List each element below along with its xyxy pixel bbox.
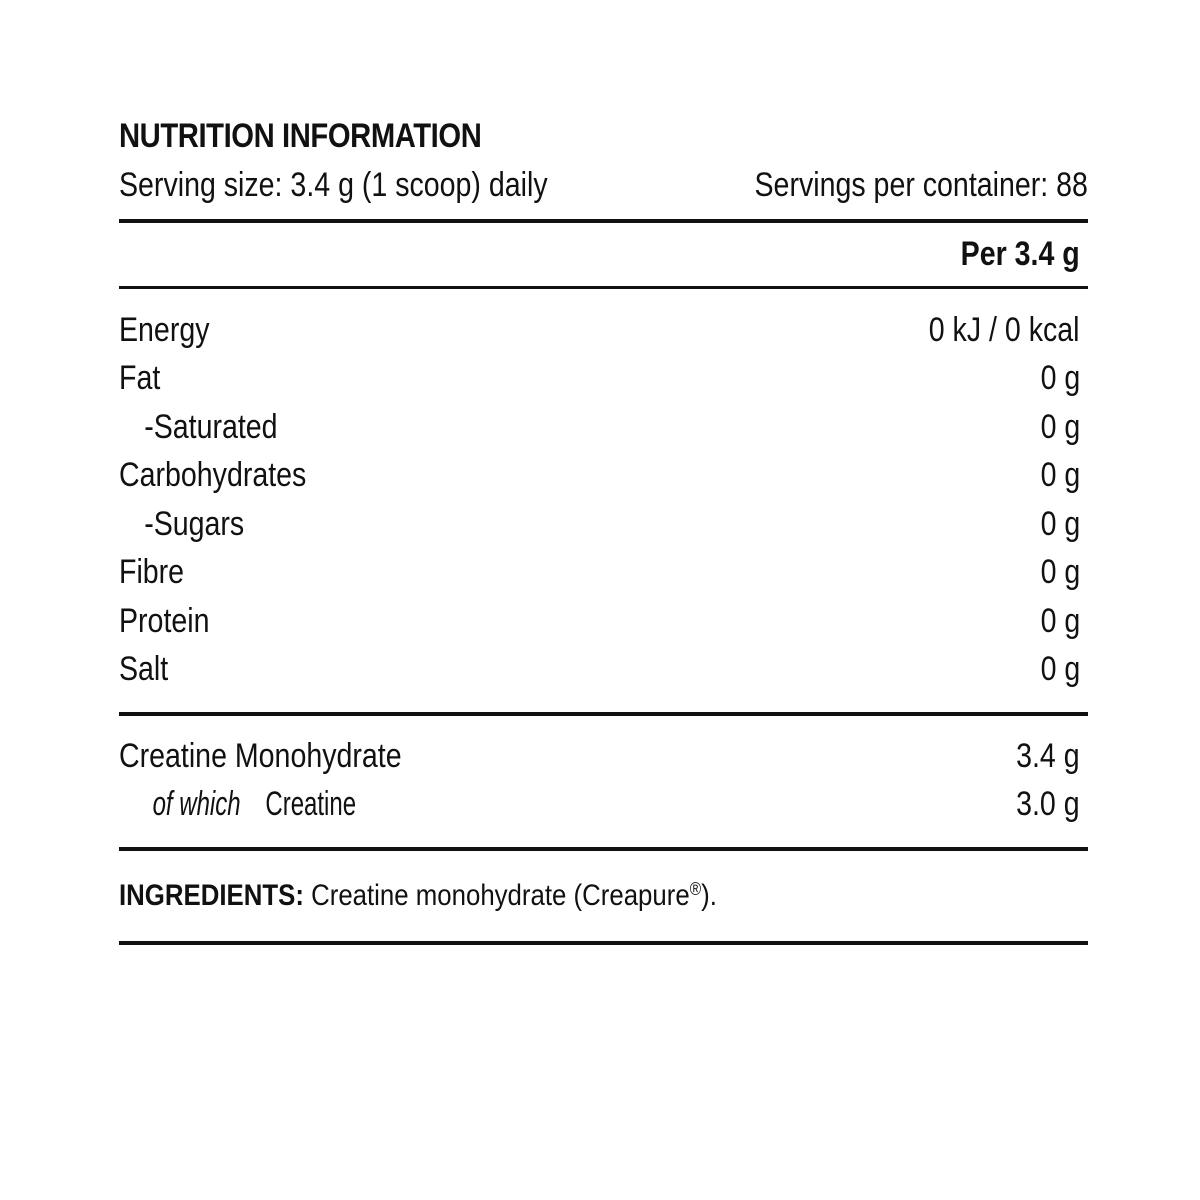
nutrient-row-fibre: [119, 549, 1088, 598]
nutrient-name: -Saturated: [144, 407, 278, 446]
nutrient-value: 0 g: [1040, 407, 1080, 446]
active-row-creatine-monohydrate: [119, 732, 1088, 781]
ingredients-section: [119, 851, 1088, 941]
column-header: Per 3.4 g: [960, 235, 1080, 273]
column-header-row: [119, 223, 1088, 286]
nutrient-value: 0 g: [1040, 359, 1080, 398]
nutrient-row-saturated: [119, 403, 1088, 452]
nutrient-row-protein: [119, 597, 1088, 646]
panel-title: NUTRITION INFORMATION: [119, 117, 482, 155]
nutrient-row-carbohydrates: [119, 452, 1088, 501]
active-name: Creatine: [265, 785, 357, 824]
nutrient-name: Fat: [119, 359, 161, 398]
nutrition-panel: [119, 112, 1088, 945]
nutrient-value: 0 g: [1040, 650, 1080, 689]
servings-per-container: Servings per container: 88: [754, 166, 1088, 204]
nutrient-value: 0 g: [1040, 504, 1080, 543]
active-ingredients-list: [119, 716, 1088, 847]
active-value: 3.0 g: [1016, 785, 1080, 824]
active-name: Creatine Monohydrate: [119, 736, 402, 775]
ingredients-line: [119, 879, 717, 913]
nutrient-name: Salt: [119, 650, 169, 689]
ingredients-label: INGREDIENTS:: [119, 879, 304, 912]
serving-size: Serving size: 3.4 g (1 scoop) daily: [119, 166, 548, 204]
registered-mark: ®: [689, 879, 702, 899]
nutrient-name: Carbohydrates: [119, 456, 307, 495]
nutrient-value: 0 g: [1040, 553, 1080, 592]
active-name-group: [119, 785, 365, 824]
nutrient-row-salt: [119, 646, 1088, 695]
nutrient-list: [119, 289, 1088, 712]
active-prefix: of which: [152, 785, 241, 824]
ingredients-suffix: ).: [701, 879, 717, 912]
nutrient-value: 0 g: [1040, 601, 1080, 640]
nutrient-value: 0 g: [1040, 456, 1080, 495]
ingredients-text: Creatine monohydrate (Creapure: [311, 879, 690, 912]
nutrient-name: -Sugars: [144, 504, 245, 543]
nutrient-value: 0 kJ / 0 kcal: [929, 310, 1080, 349]
nutrient-row-sugars: [119, 500, 1088, 549]
nutrient-name: Energy: [119, 310, 210, 349]
divider: [119, 941, 1088, 945]
active-row-creatine: [119, 781, 1088, 830]
nutrient-row-fat: [119, 355, 1088, 404]
serving-info-row: [119, 160, 1088, 210]
nutrient-row-energy: [119, 306, 1088, 355]
nutrient-name: Protein: [119, 601, 210, 640]
nutrient-name: Fibre: [119, 553, 185, 592]
active-value: 3.4 g: [1016, 736, 1080, 775]
